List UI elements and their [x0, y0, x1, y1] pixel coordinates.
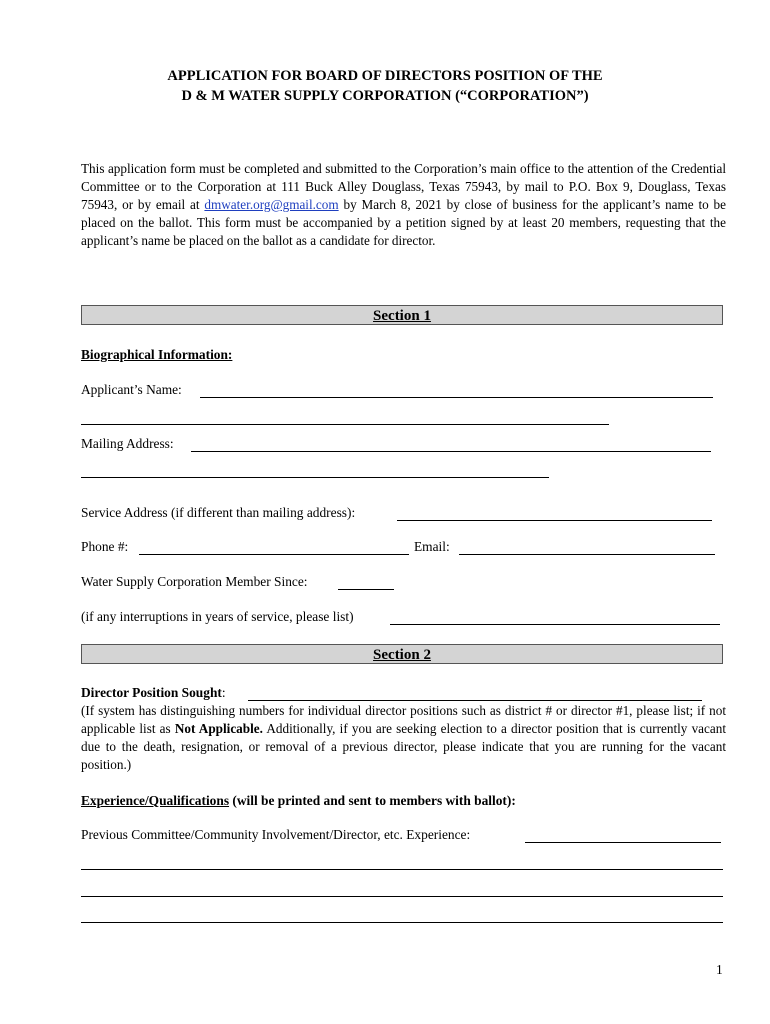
service-address-field[interactable]	[397, 520, 712, 521]
previous-experience-field[interactable]	[525, 842, 721, 843]
phone-label: Phone #:	[81, 539, 129, 554]
note-part-1: (If system has distinguishing numbers for individual director positions such as district # or director #1, please list; if not applicable list as	[81, 703, 726, 736]
service-address-label: Service Address (if different than mailing address):	[81, 505, 356, 520]
applicant-name-label: Applicant’s Name:	[81, 382, 182, 397]
note-part-2: Additionally, if you are seeking election to a director position that is currently vacant due to the death, resignation, or removal of a previous director, please indicate that you are running for the vacant position.)	[81, 721, 726, 772]
email-field[interactable]	[459, 554, 715, 555]
mailing-address-label: Mailing Address:	[81, 436, 174, 451]
experience-line-3[interactable]	[81, 896, 723, 897]
intro-text-after: by March 8, 2021 by close of business for the applicant’s name to be placed on the ballot. This form must be accompanied by a petition signed by at least 20 members, requesting that the applicant’s name be placed on the ballot as a candidate for director.	[81, 197, 726, 248]
director-position-row	[81, 684, 226, 702]
section-2-header	[81, 644, 723, 664]
page-number: 1	[716, 962, 723, 977]
title-line-1: APPLICATION FOR BOARD OF DIRECTORS POSITION OF THE	[167, 68, 603, 84]
director-position-colon: :	[221, 685, 226, 700]
title-line-2: D & M WATER SUPPLY CORPORATION (“CORPORATION”)	[181, 88, 589, 104]
interruptions-field[interactable]	[390, 624, 720, 625]
mailing-address-field[interactable]	[191, 451, 711, 452]
biographical-heading: Biographical Information:	[81, 347, 233, 362]
interruptions-label: (if any interruptions in years of service, please list)	[81, 609, 354, 624]
member-since-label: Water Supply Corporation Member Since:	[81, 574, 308, 589]
mailing-address-field-line-2[interactable]	[81, 477, 549, 478]
section-1-header	[81, 305, 723, 325]
experience-heading-row	[81, 792, 516, 810]
member-since-field[interactable]	[338, 589, 394, 590]
phone-field[interactable]	[139, 554, 409, 555]
applicant-name-field-line-2[interactable]	[81, 424, 609, 425]
experience-note: (will be printed and sent to members with ballot):	[229, 793, 516, 808]
email-label: Email:	[414, 539, 450, 554]
director-position-note	[81, 702, 726, 774]
not-applicable-text: Not Applicable.	[174, 721, 263, 736]
intro-text-before: This application form must be completed and submitted to the Corporation’s main office to the attention of the Credential Committee or to the Corporation at 111 Buck Alley Douglass, Texas 75943, by mail to P.O. Box 9, Douglass, Texas 75943, or by email at	[81, 161, 726, 212]
section-1-title: Section 1	[373, 308, 431, 324]
intro-paragraph	[81, 160, 726, 250]
director-position-field[interactable]	[248, 700, 702, 701]
document-title	[0, 66, 770, 106]
experience-line-4[interactable]	[81, 922, 723, 923]
section-2-title: Section 2	[373, 647, 431, 663]
applicant-name-field[interactable]	[200, 397, 713, 398]
email-link[interactable]: dmwater.org@gmail.com	[204, 197, 339, 212]
experience-heading: Experience/Qualifications	[81, 793, 230, 808]
director-position-label: Director Position Sought	[81, 685, 222, 700]
experience-line-2[interactable]	[81, 869, 723, 870]
previous-experience-label: Previous Committee/Community Involvement/Director, etc. Experience:	[81, 827, 471, 842]
